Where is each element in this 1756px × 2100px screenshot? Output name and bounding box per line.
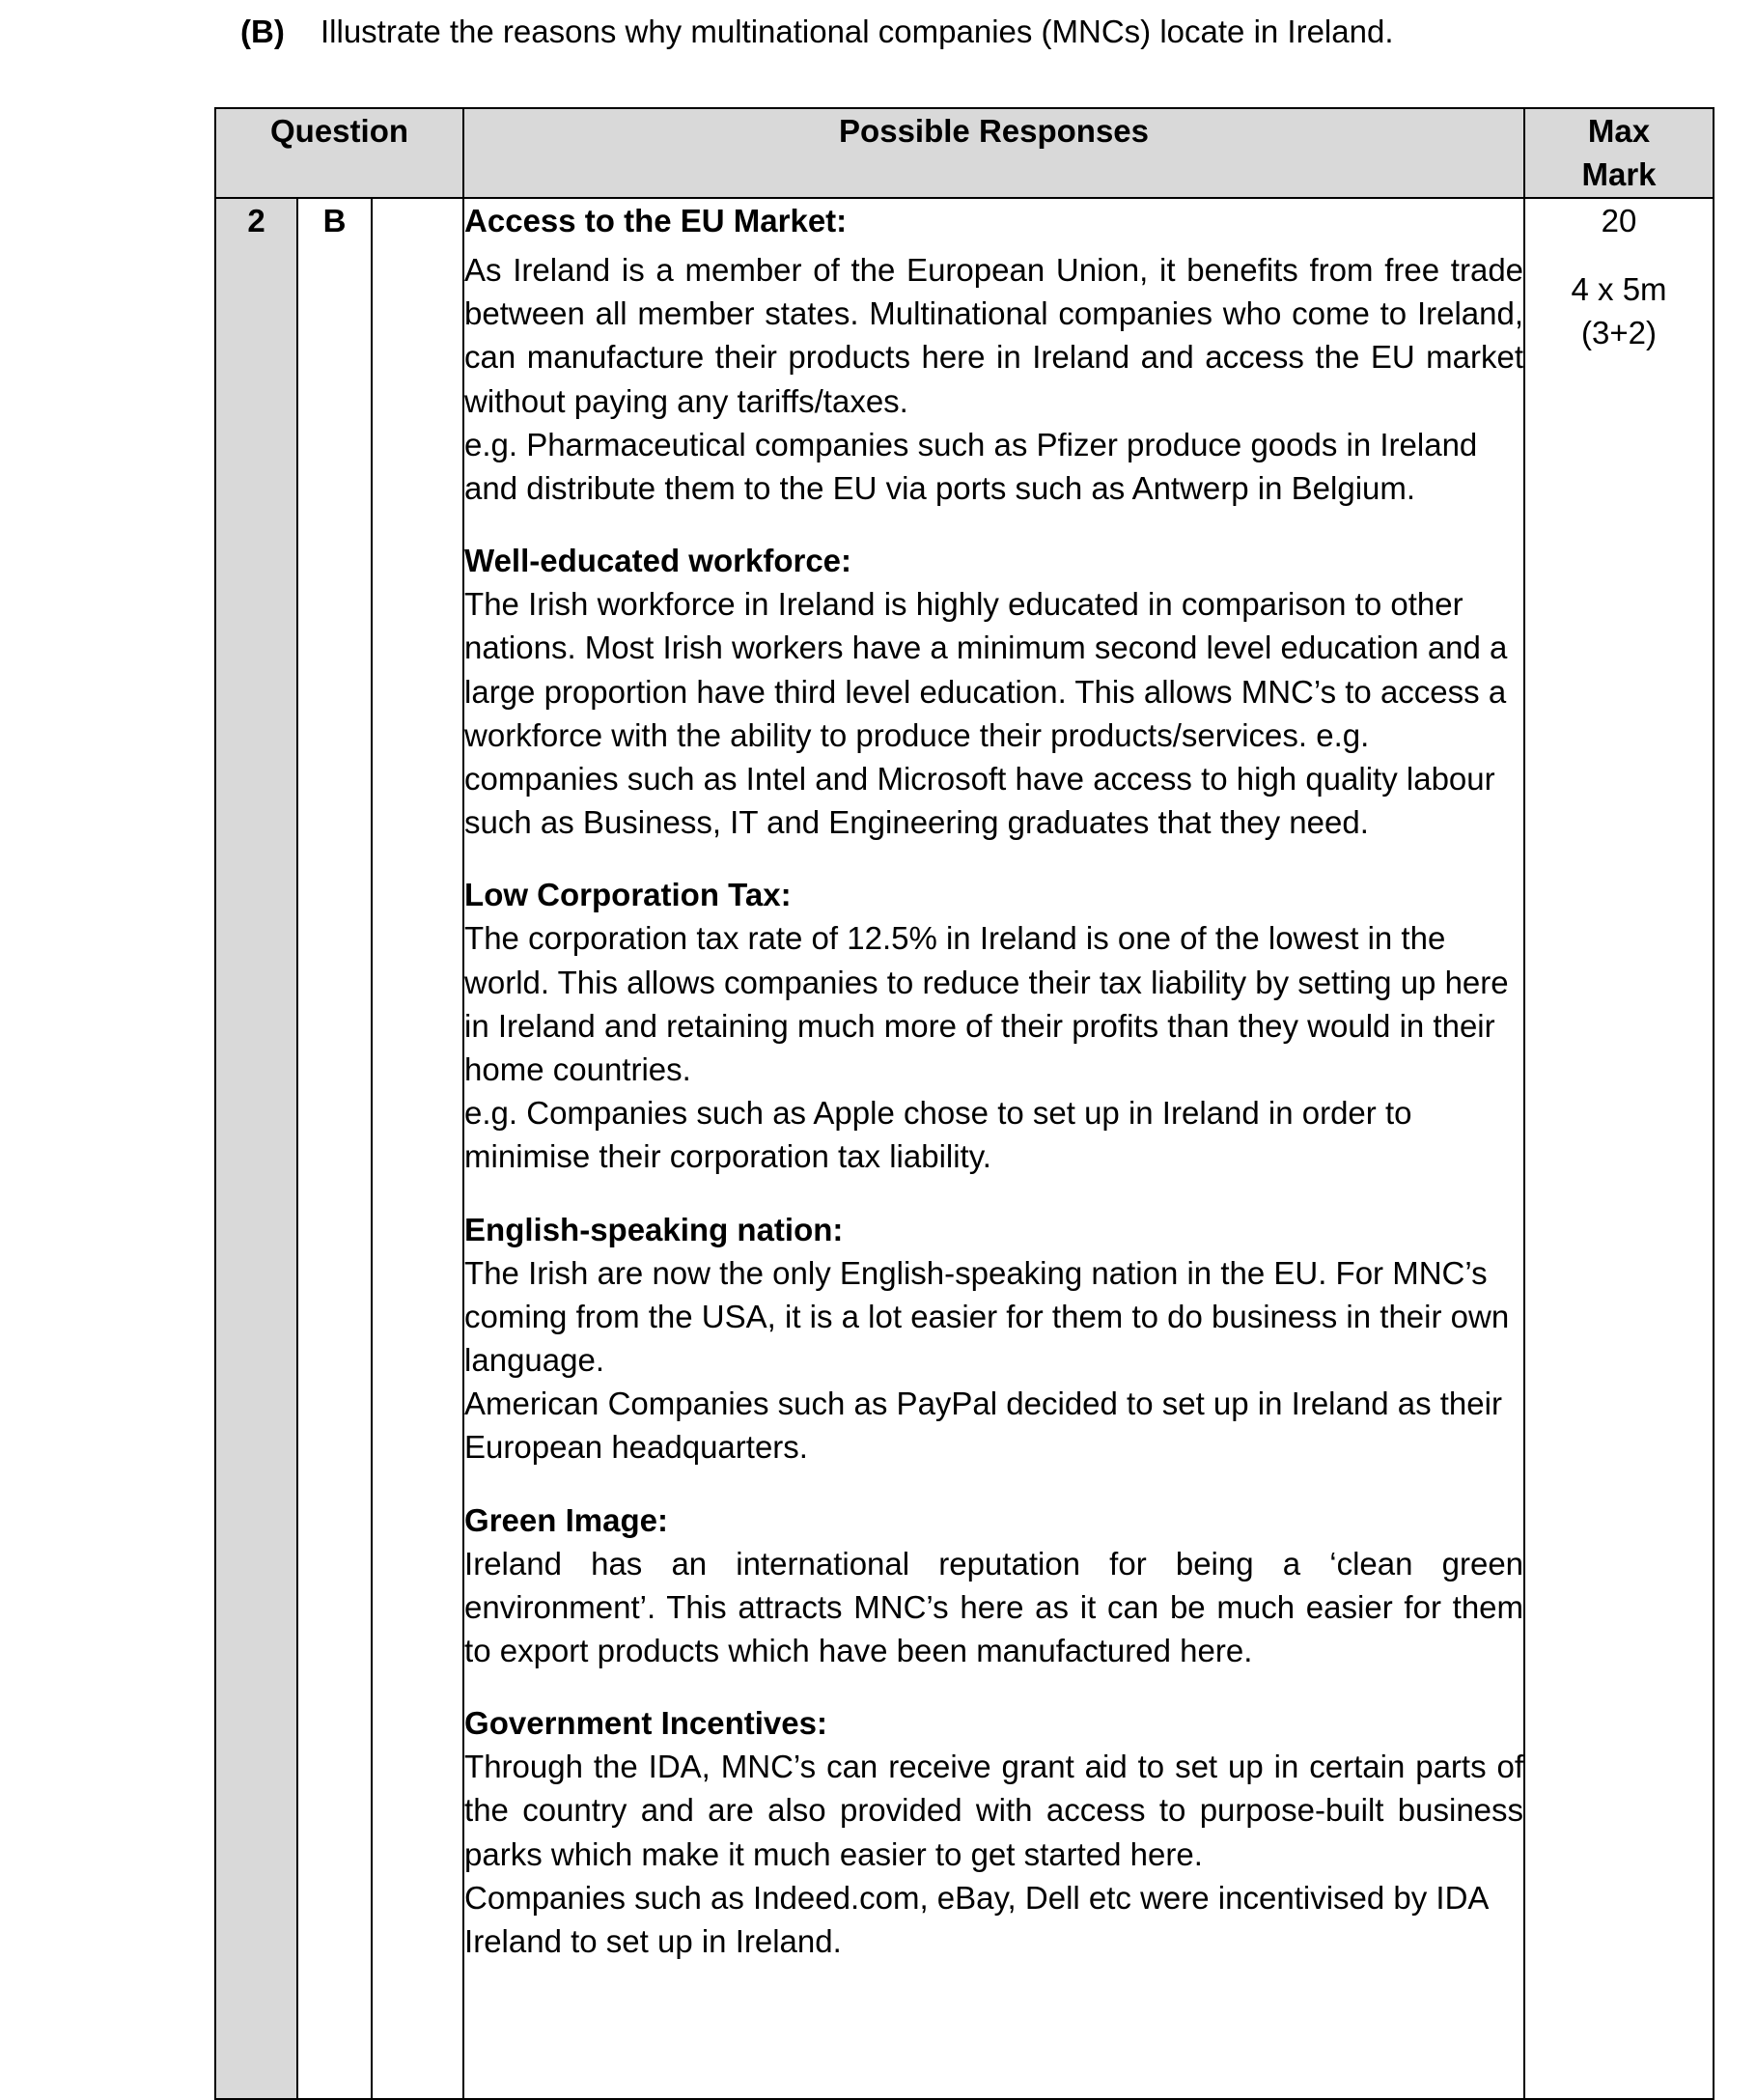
question-blank-cell (372, 198, 463, 2099)
response-body: The Irish workforce in Ireland is highly educated in comparison to other nations. Most Irish workers have a minimum second level education and a large proportion have third level education. This allows MNC’s to access a workforce with the ability to produce their products/services. e.g. companies such as Intel and Microsoft have access to high quality labour such as Business, IT and Engineering graduates that they need. (464, 586, 1508, 841)
mark-allocation-line2: (3+2) (1581, 315, 1658, 350)
response-body: Ireland has an international reputation for being a ‘clean green environment’. This attracts MNC’s here as it can be much easier for them to export products which have been manufactured here. (464, 1545, 1524, 1669)
possible-responses-cell (463, 198, 1524, 2099)
table-header-row (215, 108, 1714, 198)
response-body: The Irish are now the only English-speaking nation in the EU. For MNC’s coming from the USA, it is a lot easier for them to do business in their own language. (464, 1254, 1510, 1379)
responses-column-header: Possible Responses (463, 108, 1524, 198)
table-row (215, 198, 1714, 2099)
response-example: e.g. Companies such as Apple chose to set up in Ireland in order to minimise their corporation tax liability. (464, 1095, 1412, 1175)
response-corporation-tax (464, 873, 1523, 1178)
response-educated-workforce (464, 539, 1523, 844)
max-mark-header-line1: Max (1587, 113, 1651, 149)
response-title: Government Incentives: (464, 1705, 827, 1742)
response-body: As Ireland is a member of the European Union, it benefits from free trade between all member states. Multinational companies who come to Ireland, can manufacture their products here in Ireland and access the EU market without paying any tariffs/taxes. (464, 252, 1524, 419)
response-title: Well-educated workforce: (464, 543, 852, 579)
question-text: Illustrate the reasons why multinational companies (MNCs) locate in Ireland. (321, 14, 1394, 49)
response-title: Green Image: (464, 1501, 668, 1538)
max-mark-column-header (1524, 108, 1714, 198)
max-mark-value: 20 (1601, 203, 1637, 238)
question-part-cell: B (297, 198, 372, 2099)
response-eu-market (464, 199, 1523, 510)
question-column-header: Question (215, 108, 463, 198)
mark-allocation (1525, 267, 1713, 354)
response-body: The corporation tax rate of 12.5% in Ireland is one of the lowest in the world. This allows companies to reduce their tax liability by setting up here in Ireland and retaining much more of their profits than they would in their home countries. (464, 920, 1509, 1088)
max-mark-cell (1524, 198, 1714, 2099)
response-title: Low Corporation Tax: (464, 877, 792, 913)
response-example: Companies such as Indeed.com, eBay, Dell etc were incentivised by IDA Ireland to set up in Ireland. (464, 1879, 1488, 1960)
mark-allocation-line1: 4 x 5m (1571, 271, 1667, 307)
response-english-speaking (464, 1208, 1523, 1470)
question-label: (B) (240, 14, 285, 49)
response-example: American Companies such as PayPal decided to set up in Ireland as their European headquarters. (464, 1386, 1502, 1466)
response-green-image (464, 1498, 1523, 1673)
max-mark-header-line2: Mark (1581, 156, 1657, 192)
question-number-cell: 2 (215, 198, 297, 2099)
question-heading (240, 10, 1394, 54)
response-government-incentives (464, 1701, 1523, 1963)
response-example: e.g. Pharmaceutical companies such as Pfizer produce goods in Ireland and distribute them to the EU via ports such as Antwerp in Belgium. (464, 426, 1478, 507)
response-title: English-speaking nation: (464, 1211, 844, 1247)
response-title: Access to the EU Market: (464, 203, 848, 238)
response-body: Through the IDA, MNC’s can receive grant aid to set up in certain parts of the country and are also provided with access to purpose-built business parks which make it much easier to get started here. (464, 1749, 1524, 1872)
marking-scheme-table (214, 107, 1714, 2100)
